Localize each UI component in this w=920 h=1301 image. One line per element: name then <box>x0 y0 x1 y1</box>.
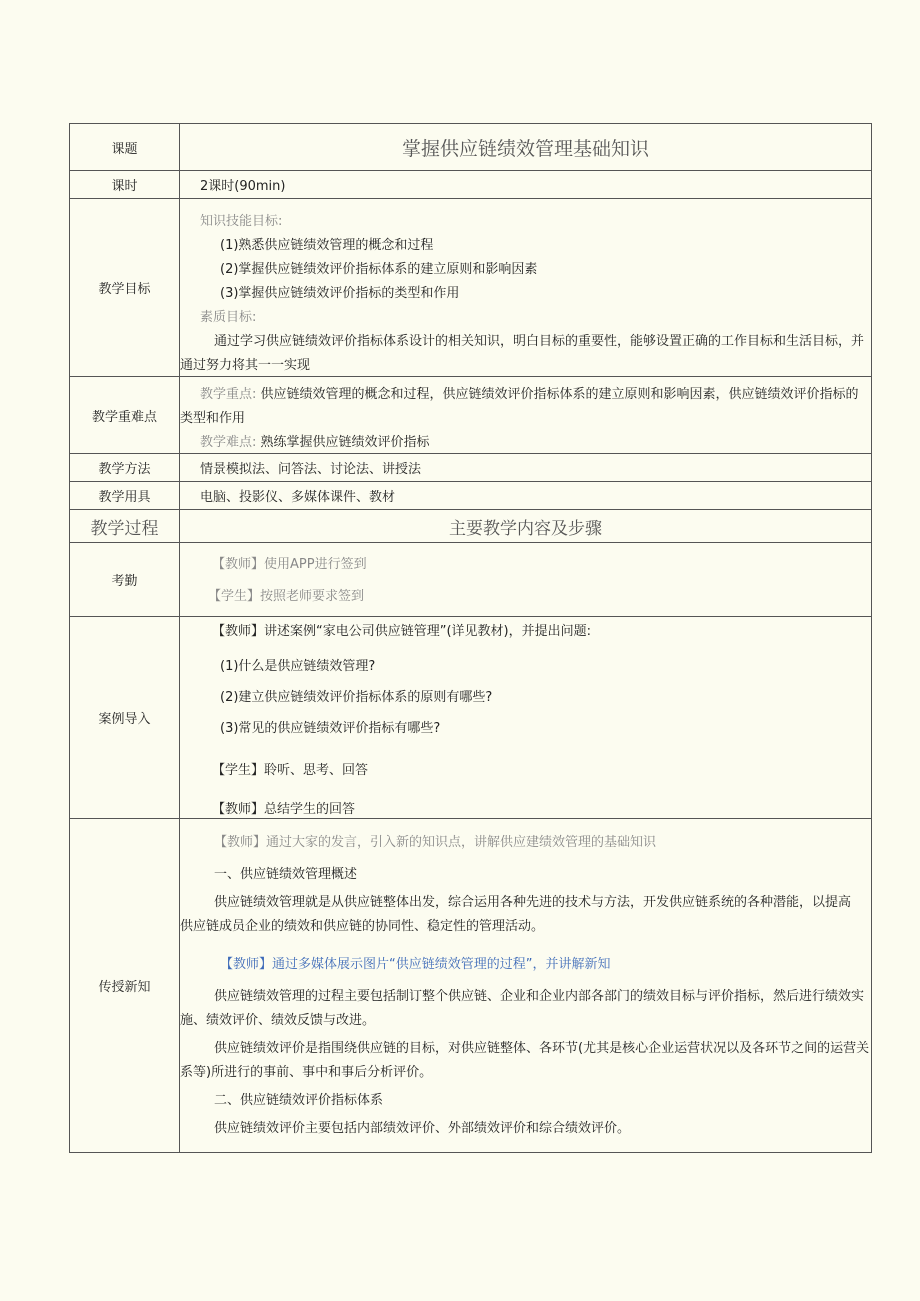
paragraph-line: 供应链绩效评价主要包括内部绩效评价、外部绩效评价和综合绩效评价。 <box>214 1121 631 1136</box>
methods-label: 教学方法 <box>70 454 180 481</box>
case-teacher: 【教师】总结学生的回答 <box>212 802 356 817</box>
case-label: 案例导入 <box>70 617 180 818</box>
row-process <box>70 509 871 542</box>
goals-label: 教学目标 <box>70 199 180 376</box>
case-question: (2)建立供应链绩效评价指标体系的原则有哪些? <box>220 690 493 705</box>
quality-title: 素质目标: <box>200 310 257 325</box>
methods-value: 情景模拟法、问答法、讨论法、讲授法 <box>200 462 422 477</box>
case-question: (1)什么是供应链绩效管理? <box>220 659 376 674</box>
paragraph-line: 供应链绩效管理就是从供应链整体出发，综合运用各种先进的技术与方法，开发供应链系统的各种潜能，以提高 <box>214 895 852 910</box>
diff-line <box>200 435 430 451</box>
diff-prefix: 教学难点: <box>200 435 257 450</box>
case-intro: 【教师】讲述案例“家电公司供应链管理”(详见教材)，并提出问题: <box>212 624 591 639</box>
row-topic <box>70 124 871 170</box>
paragraph-line: 系等)所进行的事前、事中和事后分析评价。 <box>180 1065 433 1080</box>
goal-item: (2)掌握供应链绩效评价指标体系的建立原则和影响因素 <box>220 262 538 277</box>
section-heading: 一、供应链绩效管理概述 <box>214 867 358 882</box>
quality-line: 通过学习供应链绩效评价指标体系设计的相关知识，明白目标的重要性，能够设置正确的工作目标和生活目标，并 <box>214 334 865 349</box>
row-methods <box>70 453 871 481</box>
paragraph-line: 供应链成员企业的绩效和供应链的协同性、稳定性的管理活动。 <box>180 919 545 934</box>
teach-intro: 【教师】通过大家的发言，引入新的知识点，讲解供应建绩效管理的基础知识 <box>214 835 657 850</box>
hours-value: 2课时(90min) <box>200 179 286 194</box>
teacher-highlight: 【教师】通过多媒体展示图片“供应链绩效管理的过程”，并讲解新知 <box>220 957 611 972</box>
section-heading: 二、供应链绩效评价指标体系 <box>214 1093 384 1108</box>
attendance-teacher: 【教师】使用APP进行签到 <box>212 557 367 572</box>
key-line <box>200 387 859 403</box>
case-question: (3)常见的供应链绩效评价指标有哪些? <box>220 721 441 736</box>
tools-value: 电脑、投影仪、多媒体课件、教材 <box>200 490 396 505</box>
paragraph-line: 供应链绩效管理的过程主要包括制订整个供应链、企业和企业内部各部门的绩效目标与评价指标，然后进行绩效实 <box>214 989 865 1004</box>
diff-text: 熟练掌握供应链绩效评价指标 <box>260 435 430 450</box>
lesson-plan-table <box>69 123 872 1153</box>
process-label: 教学过程 <box>90 518 159 539</box>
attendance-label: 考勤 <box>70 543 180 616</box>
case-student: 【学生】聆听、思考、回答 <box>212 763 369 778</box>
key-text-cont: 类型和作用 <box>180 411 246 426</box>
topic-title: 掌握供应链绩效管理基础知识 <box>401 137 649 160</box>
row-case <box>70 616 871 818</box>
row-goals <box>70 198 871 376</box>
attendance-student: 【学生】按照老师要求签到 <box>208 589 365 604</box>
teach-label: 传授新知 <box>70 819 180 1152</box>
row-hours <box>70 170 871 198</box>
paragraph-line: 施、绩效评价、绩效反馈与改进。 <box>180 1013 376 1028</box>
topic-label: 课题 <box>70 124 180 170</box>
row-keypoints <box>70 376 871 453</box>
process-value: 主要教学内容及步骤 <box>449 518 602 539</box>
row-teach <box>70 818 871 1152</box>
goal-item: (1)熟悉供应链绩效管理的概念和过程 <box>220 238 434 253</box>
goal-item: (3)掌握供应链绩效评价指标的类型和作用 <box>220 286 460 301</box>
hours-label: 课时 <box>70 171 180 198</box>
keypoints-label: 教学重难点 <box>70 377 180 453</box>
knowledge-title: 知识技能目标: <box>200 214 283 229</box>
key-prefix: 教学重点: <box>200 387 257 402</box>
quality-line: 通过努力将其一一实现 <box>180 358 311 373</box>
key-text: 供应链绩效管理的概念和过程，供应链绩效评价指标体系的建立原则和影响因素，供应链绩效评价指标的 <box>260 387 859 402</box>
tools-label: 教学用具 <box>70 482 180 509</box>
row-attendance <box>70 542 871 616</box>
row-tools <box>70 481 871 509</box>
paragraph-line: 供应链绩效评价是指围绕供应链的目标，对供应链整体、各环节(尤其是核心企业运营状况以及各环节之间的运营关 <box>214 1041 870 1056</box>
